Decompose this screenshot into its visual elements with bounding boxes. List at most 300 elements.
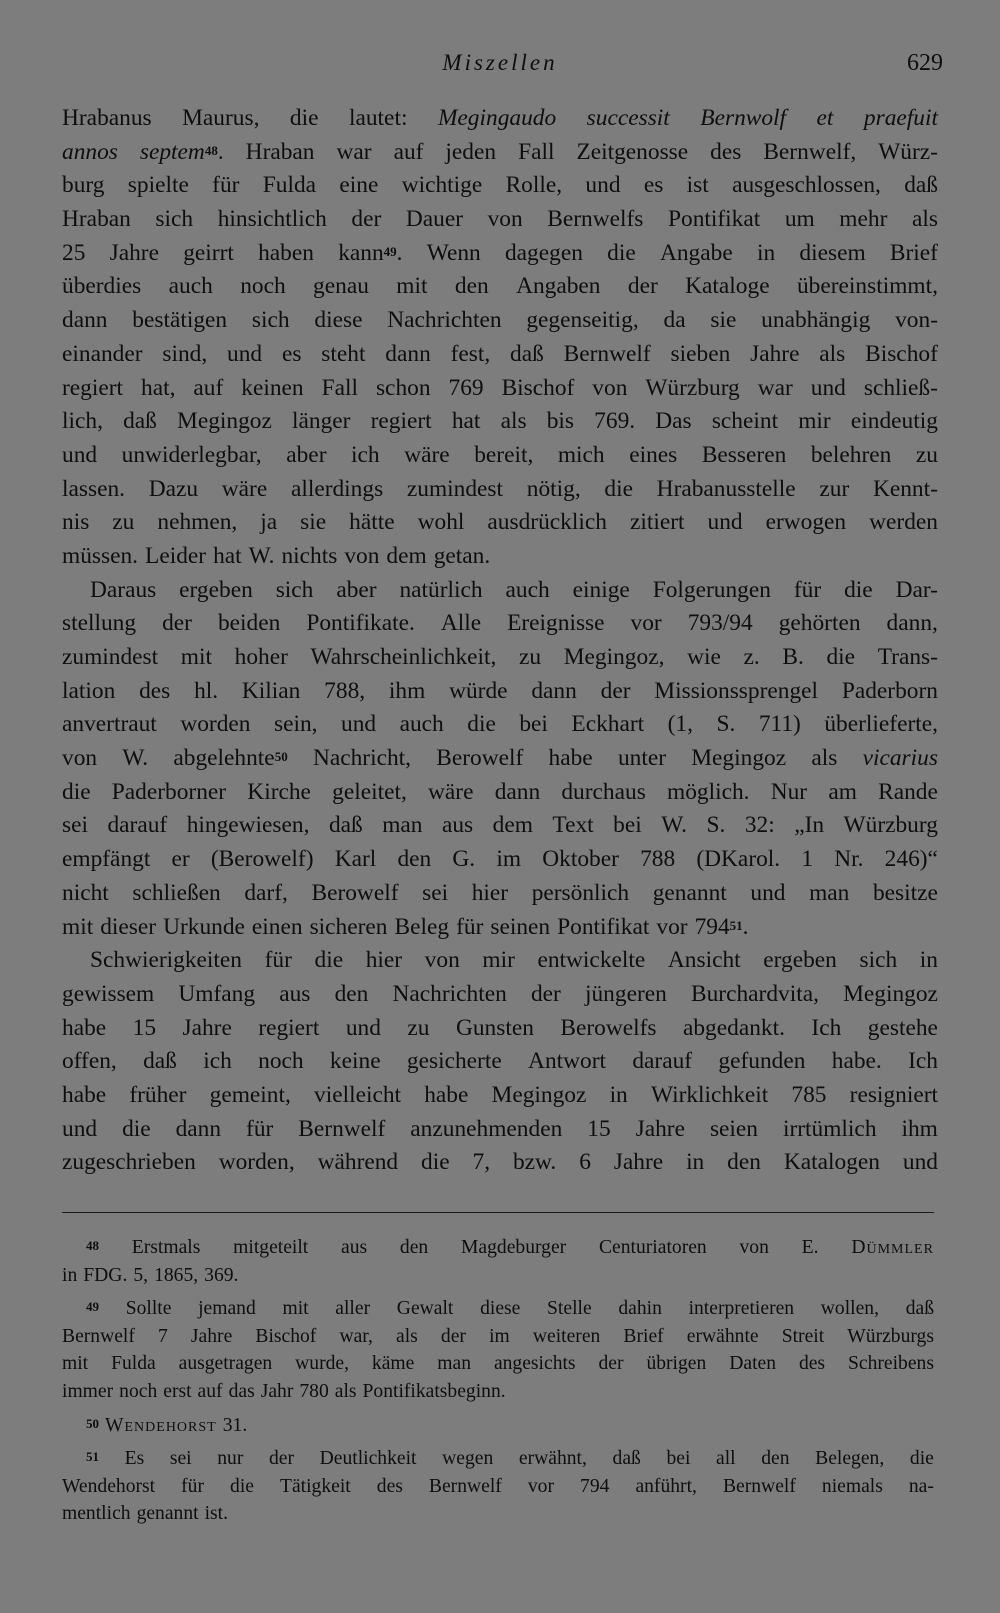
word-segment: habe	[62, 1081, 107, 1108]
word	[585, 978, 667, 1012]
word-segment: sei	[422, 879, 449, 906]
word-segment: Antwort	[528, 1048, 607, 1075]
word-segment: bestätigen	[132, 307, 228, 334]
word	[729, 1350, 776, 1378]
word-segment: anzunehmenden	[410, 1115, 563, 1142]
word	[62, 877, 109, 911]
word	[513, 1146, 556, 1180]
text-line	[62, 405, 938, 439]
footnote-marker: 50	[274, 749, 288, 765]
word-segment: Bernwelf	[62, 1325, 135, 1347]
word	[885, 843, 938, 877]
word	[141, 372, 175, 406]
word	[62, 742, 97, 776]
word-segment: Kataloge	[685, 273, 770, 300]
word-segment: Bischof	[255, 1325, 317, 1347]
word-segment: für	[456, 913, 484, 940]
word-segment: Fall	[321, 374, 358, 401]
word	[668, 203, 760, 237]
word	[507, 607, 604, 641]
word-segment: Gunsten	[455, 1014, 534, 1041]
word-segment: .	[396, 239, 403, 266]
word	[547, 203, 643, 237]
word-segment: werden	[869, 509, 938, 536]
word-segment: hl.	[194, 677, 219, 704]
word	[700, 102, 786, 136]
word-segment: in	[756, 239, 776, 266]
word-segment: spielte	[127, 172, 189, 199]
word-segment: Gewalt	[396, 1298, 454, 1320]
word	[847, 1323, 934, 1351]
word-segment: schon	[375, 374, 431, 401]
word-segment: käme	[371, 1353, 415, 1375]
running-head	[0, 50, 1000, 84]
word-segment: anvertraut	[62, 711, 157, 738]
word	[710, 136, 741, 170]
word-segment: hat	[451, 408, 481, 435]
word	[449, 372, 484, 406]
word-segment: aus	[279, 980, 311, 1007]
text-line	[62, 877, 938, 911]
word-segment: abgelehnte	[173, 745, 275, 772]
word	[549, 742, 593, 776]
running-title: Miszellen	[442, 50, 558, 75]
word-segment: bzw.	[512, 1149, 557, 1176]
word-segment: Bernwolf	[700, 105, 787, 131]
word-segment: sein,	[273, 711, 318, 738]
word-segment: und	[227, 340, 263, 367]
word-segment: 1	[801, 846, 814, 873]
word	[811, 372, 846, 406]
word	[263, 169, 316, 203]
word	[527, 473, 581, 507]
word-segment: allerdings	[290, 475, 384, 502]
word-segment: des	[710, 138, 742, 165]
word	[62, 136, 118, 170]
word-segment: Fall	[518, 138, 555, 165]
word	[683, 1012, 785, 1046]
word-segment: W.	[661, 812, 687, 839]
word-segment: ihm	[388, 677, 426, 704]
word-segment: dahin	[618, 1298, 662, 1320]
word	[217, 1445, 243, 1473]
word	[399, 574, 482, 608]
word	[241, 372, 303, 406]
word	[310, 911, 388, 945]
word	[630, 506, 685, 540]
word	[62, 372, 123, 406]
word	[488, 203, 523, 237]
word-segment: praefuit	[863, 105, 938, 131]
word-segment: Dümmler	[851, 1237, 934, 1258]
word	[635, 1473, 696, 1501]
word-segment: erwähnte	[686, 1325, 759, 1347]
word-segment: mit	[62, 913, 94, 940]
word	[826, 641, 855, 675]
text-line	[62, 1113, 938, 1147]
word	[766, 506, 847, 540]
word-segment: W.	[122, 745, 149, 772]
word-segment: Alle	[440, 610, 482, 637]
word-segment: worden	[180, 711, 251, 738]
word	[449, 675, 507, 709]
word-segment: Leider	[145, 542, 207, 569]
word	[832, 1045, 882, 1079]
word	[339, 169, 378, 203]
word-segment: für	[212, 172, 240, 199]
word-segment: die	[844, 576, 873, 603]
word	[324, 675, 365, 709]
word	[62, 1473, 155, 1501]
word	[291, 473, 383, 507]
word-segment: Hraban	[62, 206, 131, 233]
word-segment: Schwierigkeiten	[90, 947, 242, 974]
word	[587, 1113, 610, 1147]
word	[811, 742, 837, 776]
word-segment: die	[467, 711, 496, 738]
word-segment: dann	[531, 677, 577, 704]
word-segment: der	[530, 980, 561, 1007]
word-segment: diesem	[799, 239, 866, 266]
word	[335, 1378, 357, 1406]
text-line	[62, 270, 938, 304]
word	[279, 978, 310, 1012]
word-segment: Jahre	[635, 1115, 685, 1142]
word	[668, 708, 693, 742]
word	[623, 1323, 663, 1351]
word-segment: gewissem	[62, 980, 155, 1007]
word	[618, 1295, 662, 1323]
word-segment: und	[902, 1149, 938, 1176]
word-segment: Dar-	[895, 576, 938, 603]
word	[482, 944, 514, 978]
word-segment: daß	[905, 1298, 934, 1320]
word-segment: Umfang	[178, 980, 256, 1007]
word-segment: irrtümlich	[782, 1115, 877, 1142]
word-segment: auch	[168, 273, 213, 300]
word	[851, 405, 938, 439]
word	[799, 1350, 825, 1378]
word	[62, 708, 157, 742]
word	[844, 809, 938, 843]
word-segment: offen,	[62, 1048, 117, 1075]
word-segment: jeden	[445, 138, 497, 165]
word-segment: erwogen	[765, 509, 847, 536]
word	[139, 675, 170, 709]
word-segment: Bernwelf	[722, 1475, 796, 1497]
word-segment: wäre	[428, 778, 474, 805]
word	[436, 742, 523, 776]
word-segment: abgedankt.	[682, 1014, 785, 1041]
word	[299, 1378, 328, 1406]
word	[429, 1473, 502, 1501]
word-segment: Angaben	[516, 273, 601, 300]
word-segment: von	[487, 206, 523, 233]
word	[332, 776, 407, 810]
word-segment: scheint	[711, 408, 779, 435]
word-segment: ausdrücklich	[487, 509, 607, 536]
word	[178, 978, 255, 1012]
word-segment: 7	[158, 1325, 168, 1347]
word	[402, 169, 483, 203]
word	[824, 708, 938, 742]
text-line	[62, 1045, 938, 1079]
word-segment: keine	[329, 1048, 381, 1075]
word	[542, 843, 619, 877]
word-segment: einige	[572, 576, 630, 603]
word-segment: 6	[579, 1149, 591, 1176]
word	[62, 1350, 88, 1378]
word-segment: 794	[694, 913, 730, 940]
word-segment: ich	[351, 441, 380, 468]
word-segment: jemand	[198, 1298, 256, 1320]
word	[62, 1146, 196, 1180]
word-segment: 31.	[222, 1414, 248, 1436]
word	[300, 506, 326, 540]
word	[510, 338, 544, 372]
word-segment: von	[62, 745, 98, 772]
word-segment: Angabe	[659, 239, 733, 266]
word-segment: Brief	[623, 1325, 664, 1347]
word-segment: besitze	[872, 879, 938, 906]
word-segment: wurde,	[295, 1353, 349, 1375]
word	[727, 1146, 761, 1180]
word-segment: 246)“	[884, 846, 938, 873]
word-segment: Trans-	[877, 644, 938, 670]
word	[169, 270, 213, 304]
word-segment: Brief	[889, 239, 938, 266]
word	[744, 641, 760, 675]
word-segment: länger	[292, 408, 351, 435]
word-segment: weiteren	[532, 1325, 601, 1347]
word	[599, 1234, 707, 1262]
word	[691, 978, 819, 1012]
word	[286, 439, 326, 473]
word	[100, 911, 156, 945]
word-segment: ihm	[901, 1115, 938, 1142]
word-segment: Jahre	[613, 1149, 664, 1176]
word	[480, 1295, 520, 1323]
word-segment: unabhängig	[761, 307, 871, 334]
word	[210, 1079, 291, 1113]
word	[916, 439, 938, 473]
word	[276, 574, 314, 608]
word	[640, 843, 675, 877]
word-segment: hingewiesen,	[186, 812, 310, 839]
word-segment: 711)	[758, 711, 801, 738]
word	[819, 473, 849, 507]
word-segment: ich	[203, 1048, 232, 1075]
word	[745, 809, 775, 843]
word-segment: ja	[260, 509, 278, 536]
word	[338, 237, 402, 271]
word	[126, 1295, 172, 1323]
word	[842, 675, 938, 709]
word-segment: sie	[710, 307, 737, 334]
footnote-line	[62, 1378, 934, 1406]
word-segment: nehmen,	[157, 509, 238, 536]
word	[763, 944, 837, 978]
word	[710, 1113, 758, 1147]
word	[162, 607, 192, 641]
word-segment: diese	[314, 307, 363, 334]
text-line	[62, 506, 938, 540]
word	[122, 1113, 151, 1147]
word-segment: bei	[666, 1448, 691, 1470]
word-segment: Nr.	[834, 846, 864, 873]
word	[685, 270, 769, 304]
word-segment: dem	[386, 542, 427, 569]
word-segment: sich	[859, 947, 898, 974]
word-segment: die	[314, 947, 344, 974]
word-segment: nichts	[281, 542, 338, 569]
word-segment: 25	[62, 239, 86, 266]
word-segment: für	[793, 576, 822, 603]
word-segment: Dauer	[405, 206, 464, 233]
word	[311, 641, 497, 675]
word	[344, 540, 379, 574]
word-segment: vicarius	[862, 745, 938, 772]
word	[363, 1378, 506, 1406]
footnote-marker: 51	[729, 917, 743, 933]
word-segment: Rolle,	[505, 172, 563, 199]
word	[571, 708, 644, 742]
word-segment: er	[171, 846, 190, 873]
word-segment: burg	[62, 172, 105, 199]
text-line	[62, 1079, 938, 1113]
word	[666, 1445, 690, 1473]
word	[337, 136, 372, 170]
word-segment: die	[62, 778, 91, 805]
word	[282, 1295, 308, 1323]
text-line	[62, 574, 938, 608]
word	[843, 978, 938, 1012]
word-segment: auch	[399, 711, 444, 738]
word	[782, 641, 803, 675]
word	[395, 911, 450, 945]
word	[798, 405, 830, 439]
word	[904, 169, 938, 203]
word-segment: Bernwelf	[563, 340, 651, 367]
page-number: 629	[907, 50, 943, 76]
word	[771, 776, 807, 810]
word	[493, 809, 533, 843]
word-segment: 788,	[324, 677, 366, 704]
word	[163, 911, 245, 945]
word	[62, 439, 97, 473]
word-segment: Hrabanusstelle	[656, 475, 796, 502]
text-line	[62, 944, 938, 978]
word	[828, 776, 857, 810]
footnote-marker: 48	[204, 142, 218, 158]
word	[295, 1350, 349, 1378]
word	[687, 641, 721, 675]
word	[397, 843, 431, 877]
word-segment: mir	[798, 408, 831, 435]
word	[306, 607, 415, 641]
word-segment: und	[62, 1115, 98, 1142]
word-segment: gehörten	[778, 610, 861, 637]
text-line	[62, 843, 938, 877]
word	[716, 708, 735, 742]
word	[873, 473, 938, 507]
word	[687, 1323, 759, 1351]
word	[90, 944, 242, 978]
word	[119, 1378, 157, 1406]
word-segment: 5,	[133, 1264, 149, 1286]
word	[688, 607, 753, 641]
word-segment: Nachrichten	[387, 307, 502, 334]
word-segment: z.	[743, 644, 760, 670]
word	[839, 203, 887, 237]
word	[782, 1323, 824, 1351]
word-segment: war,	[339, 1325, 373, 1347]
word-segment: Megingoz	[177, 408, 272, 435]
word-segment: et	[816, 105, 834, 131]
word	[708, 506, 743, 540]
word	[732, 169, 881, 203]
word	[490, 911, 550, 945]
word-segment: bei	[613, 812, 642, 839]
word-segment: lich,	[62, 408, 103, 435]
word-segment: zumindest	[406, 475, 504, 502]
word	[265, 944, 292, 978]
word-segment: ergeben	[179, 576, 253, 603]
word-segment: Das	[655, 408, 692, 435]
word-segment: lation	[62, 677, 116, 704]
word-segment: der	[268, 1448, 295, 1470]
word-segment: zu	[915, 441, 938, 468]
word	[112, 776, 226, 810]
text-line	[62, 304, 938, 338]
word-segment: die	[909, 1448, 934, 1470]
word-segment: .	[217, 138, 224, 165]
word	[610, 1079, 628, 1113]
text-line	[62, 708, 938, 742]
word-segment: erwähnt,	[518, 1448, 587, 1470]
word-segment: empfängt	[62, 846, 151, 873]
word-segment: regiert	[370, 408, 432, 435]
word-segment: einen	[251, 913, 303, 940]
word	[62, 540, 138, 574]
word	[461, 1234, 566, 1262]
word-segment: (Berowelf)	[210, 846, 314, 873]
word-segment: immer	[62, 1380, 114, 1402]
word	[157, 506, 237, 540]
word-segment: und	[62, 441, 98, 468]
word-segment: darauf	[107, 812, 168, 839]
word-segment: während	[317, 1149, 399, 1176]
word	[400, 708, 444, 742]
word-segment: Katalogen	[783, 1149, 880, 1176]
word-segment: sie	[300, 509, 327, 536]
word	[516, 270, 600, 304]
text-line	[62, 439, 938, 473]
word	[864, 372, 938, 406]
word-segment: „In	[794, 812, 825, 839]
word-segment: Berowelf	[311, 879, 399, 906]
word	[797, 270, 938, 304]
word	[218, 607, 280, 641]
word-segment: daß	[612, 1448, 641, 1470]
word-segment: wegen	[442, 1448, 494, 1470]
text-line	[62, 136, 938, 170]
word	[859, 944, 897, 978]
word	[341, 708, 376, 742]
word	[654, 675, 818, 709]
word-segment: um	[784, 206, 815, 233]
word-segment: Fulda	[111, 1353, 156, 1375]
